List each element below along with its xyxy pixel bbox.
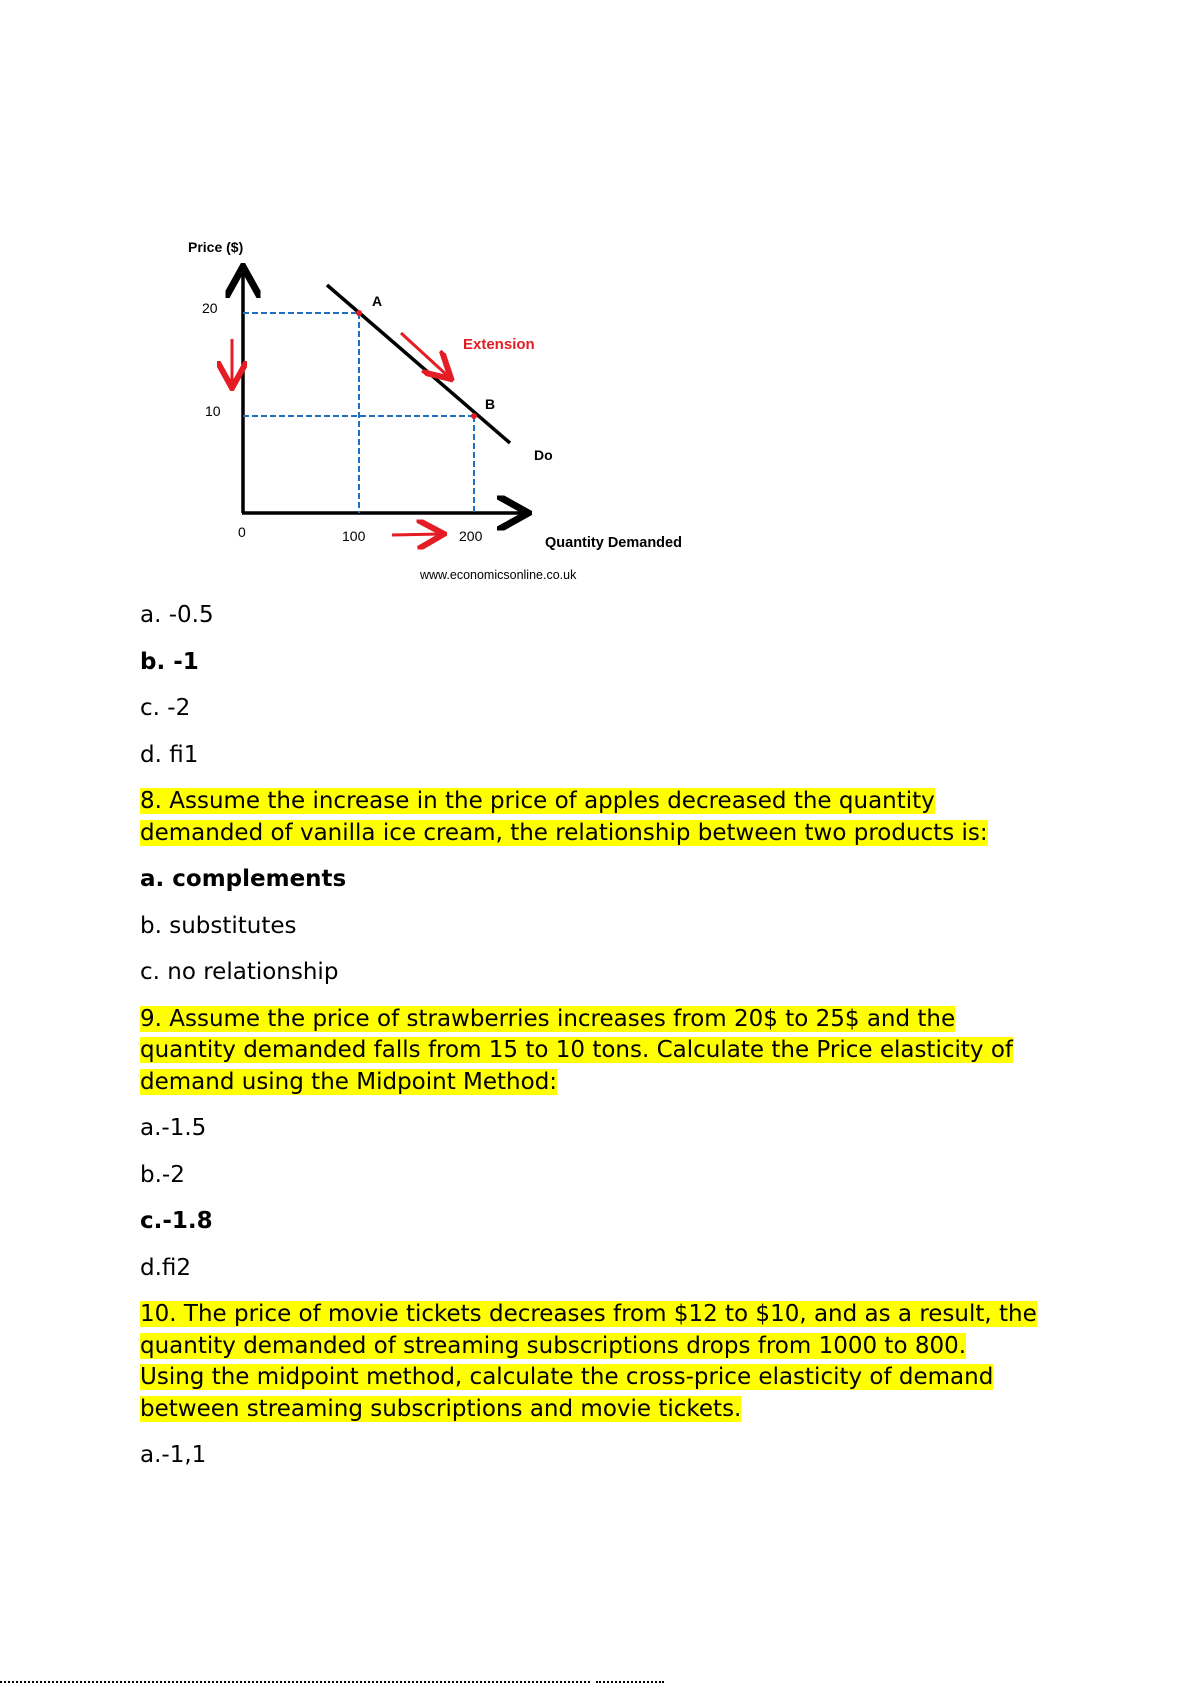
demand-curve-figure xyxy=(170,228,730,588)
question-10-line: quantity demanded of streaming subscriptions drops from 1000 to 800. xyxy=(140,1332,967,1359)
q10-option-a: a.-1,1 xyxy=(140,1442,207,1468)
question-9-line: quantity demanded falls from 15 to 10 tons. Calculate the Price elasticity of xyxy=(140,1037,1013,1063)
footer-divider xyxy=(0,1681,590,1683)
q9-option-d: d.fi2 xyxy=(140,1254,192,1281)
x-tick-label: 0 xyxy=(238,524,246,540)
question-10-line: 10. The price of movie tickets decreases from $12 to $10, and as a result, the xyxy=(140,1301,1037,1327)
q7-option-c: c. -2 xyxy=(140,695,191,721)
question-10-line: Using the midpoint method, calculate the cross-price elasticity of demand xyxy=(140,1364,994,1390)
question-10 xyxy=(140,1299,1070,1425)
source-credit: www.economicsonline.co.uk xyxy=(420,568,577,582)
q7-option-b-answer: b. -1 xyxy=(140,648,199,675)
y-tick-label: 20 xyxy=(202,300,218,316)
y-axis-label: Price ($) xyxy=(188,239,244,255)
x-axis-label: Quantity Demanded xyxy=(545,535,682,551)
point-b-marker xyxy=(471,413,477,419)
question-9-line: demand using the Midpoint Method: xyxy=(140,1068,558,1095)
question-8 xyxy=(140,786,1070,849)
demand-curve xyxy=(327,285,510,443)
point-a-marker xyxy=(356,310,362,316)
question-list xyxy=(140,600,1070,1487)
q9-option-a: a.-1.5 xyxy=(140,1115,207,1141)
point-b-label: B xyxy=(485,396,496,412)
q9-option-b: b.-2 xyxy=(140,1161,185,1188)
extension-label: Extension xyxy=(463,336,535,353)
q7-option-d: d. fi1 xyxy=(140,741,199,768)
q8-option-c: c. no relationship xyxy=(140,959,339,985)
x-tick-label: 100 xyxy=(342,528,366,544)
quantity-increase-arrow xyxy=(392,534,441,535)
guide-lines xyxy=(243,313,474,513)
question-8-line: 8. Assume the increase in the price of apples decreased the quantity xyxy=(140,788,935,814)
q9-option-c-answer: c.-1.8 xyxy=(140,1208,213,1234)
demand-curve-chart xyxy=(170,228,730,588)
question-9 xyxy=(140,1004,1070,1099)
q7-option-a: a. -0.5 xyxy=(140,602,214,628)
point-a-label: A xyxy=(372,293,383,309)
footer-divider-short xyxy=(596,1681,664,1683)
question-9-line: 9. Assume the price of strawberries increases from 20$ to 25$ and the xyxy=(140,1005,956,1032)
q8-option-b: b. substitutes xyxy=(140,912,297,939)
x-tick-label: 200 xyxy=(459,528,483,544)
question-10-line: between streaming subscriptions and movie tickets. xyxy=(140,1395,742,1422)
curve-label: Do xyxy=(534,447,553,463)
question-8-line: demanded of vanilla ice cream, the relationship between two products is: xyxy=(140,819,988,846)
y-tick-label: 10 xyxy=(205,403,221,419)
q8-option-a-answer: a. complements xyxy=(140,866,347,892)
